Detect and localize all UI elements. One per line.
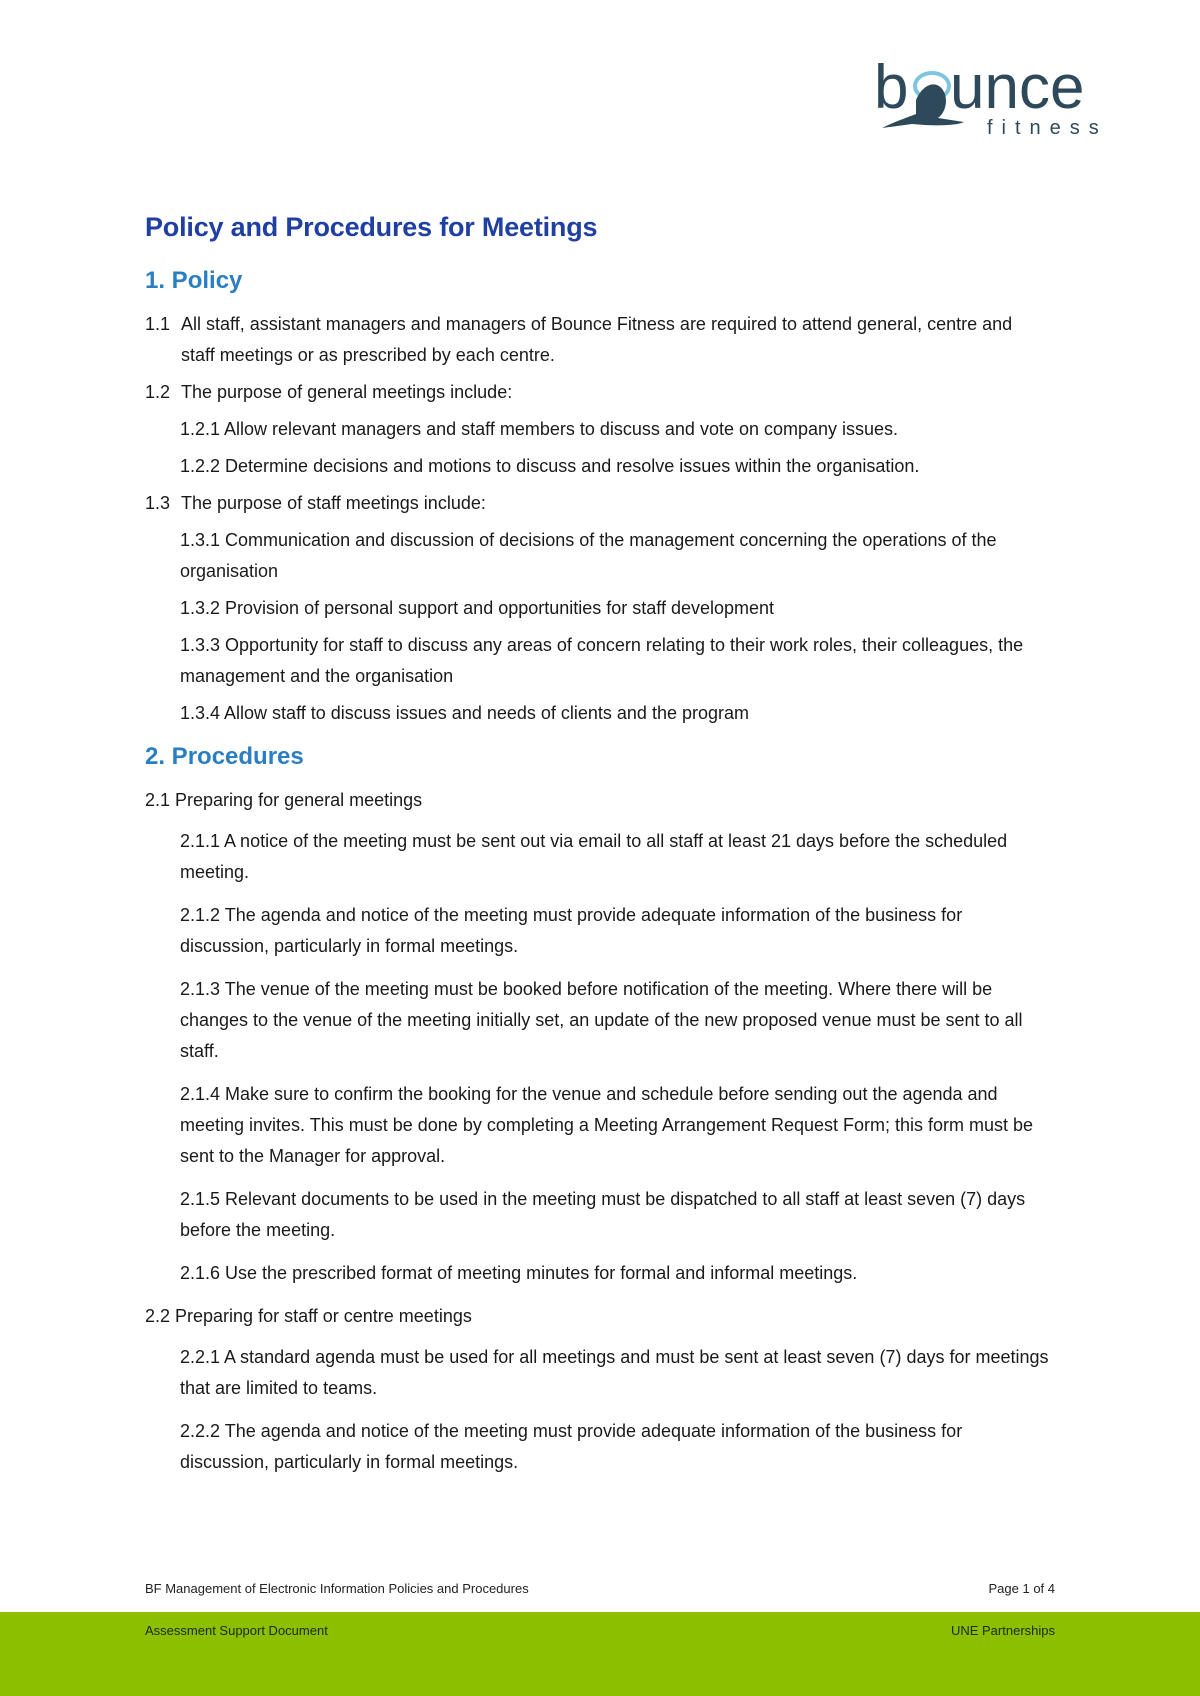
procedure-item: 2.1.2 The agenda and notice of the meeting must provide adequate information of the business for discussion, particularly in formal meetings. xyxy=(180,905,963,956)
svg-text:b: b xyxy=(874,53,909,122)
page-footer xyxy=(145,1581,1055,1596)
document-title: Policy and Procedures for Meetings xyxy=(145,212,598,242)
policy-item: 1.2 The purpose of general meetings include: xyxy=(145,382,513,402)
policy-subitem: 1.2.2 Determine decisions and motions to discuss and resolve issues within the organisation. xyxy=(180,456,920,476)
policy-item: 1.1 All staff, assistant managers and managers of Bounce Fitness are required to attend general, centre and staff meetings or as prescribed by each centre. xyxy=(145,314,1013,365)
svg-text:fitness: fitness xyxy=(987,117,1108,139)
policy-subitem: 1.2.1 Allow relevant managers and staff members to discuss and vote on company issues. xyxy=(180,419,899,439)
procedure-item: 2.2.1 A standard agenda must be used for all meetings and must be sent at least seven (7) days for meetings that are limited to teams. xyxy=(180,1347,1049,1398)
footer-right-label: UNE Partnerships xyxy=(950,1623,1055,1638)
policy-item: 1.3 The purpose of staff meetings include: xyxy=(145,493,486,513)
svg-text:unce: unce xyxy=(950,53,1085,122)
policy-subitem: 1.3.4 Allow staff to discuss issues and needs of clients and the program xyxy=(180,703,749,723)
policy-subitem: 1.3.3 Opportunity for staff to discuss any areas of concern relating to their work roles, their colleagues, the management and the organisation xyxy=(180,635,1024,686)
document-body xyxy=(145,212,1050,1490)
footer-left-label: Assessment Support Document xyxy=(145,1623,328,1638)
footer-band-text xyxy=(145,1623,1055,1638)
procedure-subheading: 2.2 Preparing for staff or centre meetings xyxy=(145,1306,472,1326)
section-heading-procedures: 2. Procedures xyxy=(145,743,304,770)
procedure-item: 2.1.5 Relevant documents to be used in the meeting must be dispatched to all staff at least seven (7) days before the meeting. xyxy=(180,1189,1026,1240)
bounce-fitness-logo xyxy=(872,52,1122,140)
section-heading-policy: 1. Policy xyxy=(145,267,243,294)
policy-subitem: 1.3.1 Communication and discussion of decisions of the management concerning the operations of the organisation xyxy=(180,530,997,581)
procedure-item: 2.1.4 Make sure to confirm the booking for the venue and schedule before sending out the agenda and meeting invites. This must be done by completing a Meeting Arrangement Request Form; this form must be sent to the Manager for approval. xyxy=(180,1084,1034,1166)
page-number: Page 1 of 4 xyxy=(988,1581,1055,1596)
footer-doc-title: BF Management of Electronic Information Policies and Procedures xyxy=(145,1581,529,1596)
procedure-item: 2.1.1 A notice of the meeting must be sent out via email to all staff at least 21 days before the scheduled meeting. xyxy=(180,831,1008,882)
procedure-item: 2.1.6 Use the prescribed format of meeting minutes for formal and informal meetings. xyxy=(180,1263,858,1283)
procedure-item: 2.1.3 The venue of the meeting must be booked before notification of the meeting. Where there will be changes to the venue of the meeting initially set, an update of the new proposed venue must be sent to all staff. xyxy=(180,979,1023,1061)
procedure-item: 2.2.2 The agenda and notice of the meeting must provide adequate information of the business for discussion, particularly in formal meetings. xyxy=(180,1421,963,1472)
policy-subitem: 1.3.2 Provision of personal support and opportunities for staff development xyxy=(180,598,775,618)
procedure-subheading: 2.1 Preparing for general meetings xyxy=(145,790,423,810)
